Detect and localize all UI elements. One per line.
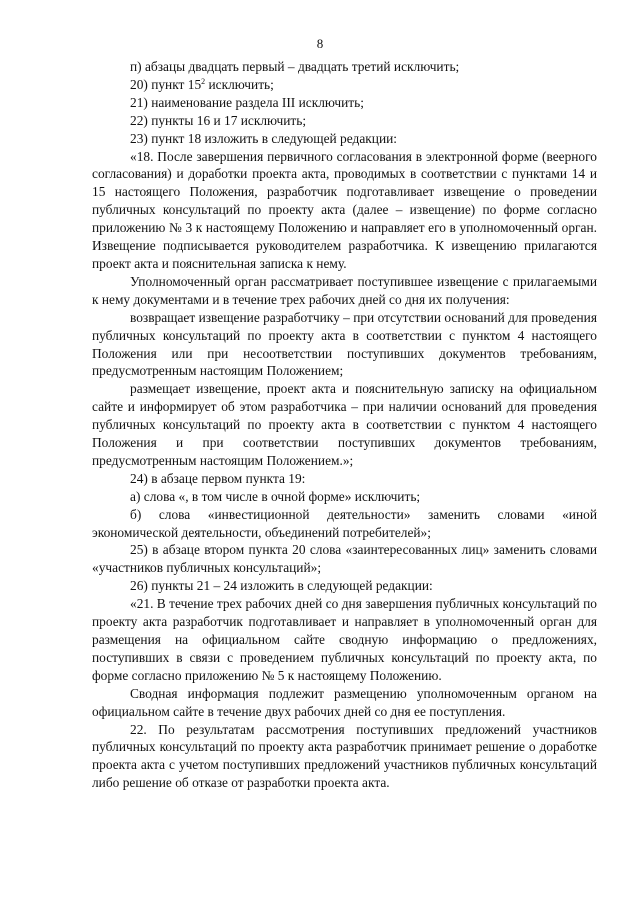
amendment-item-22: 22) пункты 16 и 17 исключить;	[130, 112, 307, 128]
amendment-item-26: 26) пункты 21 – 24 изложить в следующей редакции:	[130, 578, 433, 594]
amendment-item-p: п) абзацы двадцать первый – двадцать третий исключить;	[130, 59, 460, 74]
paragraph-summary-info: Сводная информация подлежит размещению уполномоченным органом на официальном сайте в течение двух рабочих дней со дня ее поступления.	[92, 685, 597, 719]
amendment-item-25: 25) в абзаце втором пункта 20 слова «заинтересованных лиц» заменить словами «участников публичных консультаций»;	[92, 542, 597, 576]
paragraph-22: 22. По результатам рассмотрения поступивших предложений участников публичных консультаций по проекту акта разработчик принимает решение о доработке проекта акта с учетом поступивших предложений участников публичных консультаций либо решение об отказе от разработки проекта акта.	[92, 721, 597, 791]
amendment-item-20	[92, 76, 597, 94]
paragraph-returns-notice: возвращает извещение разработчику – при отсутствии оснований для проведения публичных консультаций по проекту акта в соответствии с пунктом 4 настоящего Положения или при несоответствии поступивших документов требованиям, предусмотренным настоящим Положением;	[92, 309, 597, 379]
paragraph-places-notice: размещает извещение, проект акта и пояснительную записку на официальном сайте и информирует об этом разработчика – при наличии оснований для проведения публичных консультаций по проекту акта в соответствии с пунктом 4 настоящего Положения и при соответствии поступивших документов требованиям, предусмотренным настоящим Положением.»;	[92, 381, 597, 468]
page-number: 8	[316, 36, 324, 51]
amendment-item-24a: а) слова «, в том числе в очной форме» исключить;	[130, 488, 421, 504]
paragraph-authority-review: Уполномоченный орган рассматривает поступившее извещение с прилагаемыми к нему документами и в течение трех рабочих дней со дня их получения:	[92, 273, 597, 307]
item-20-text: 20) пункт 15	[130, 76, 202, 92]
paragraph-18: «18. После завершения первичного согласования в электронной форме (веерного согласования) и доработки проекта акта, проводимых в соответствии с пунктами 14 и 15 настоящего Положения, разработчик подготавливает извещение о проведении публичных консультаций по проекту акта (далее – извещение) по форме согласно приложению № 3 к настоящему Положению и направляет его в уполномоченный орган. Извещение подписывается руководителем разработчика. К извещению прилагаются проект акта и пояснительная записка к нему.	[92, 148, 597, 271]
document-body	[92, 58, 597, 792]
amendment-item-24: 24) в абзаце первом пункта 19:	[130, 470, 306, 486]
amendment-item-23: 23) пункт 18 изложить в следующей редакции:	[130, 130, 398, 146]
paragraph-21: «21. В течение трех рабочих дней со дня завершения публичных консультаций по проекту акта разработчик подготавливает и направляет в уполномоченный орган для размещения на официальном сайте сводную информацию о предложениях, поступивших в связи с проведением публичных консультаций по проекту акта, по форме согласно приложению № 5 к настоящему Положению.	[92, 596, 597, 683]
item-20-tail: исключить;	[205, 76, 274, 92]
item-20-superscript: 2	[201, 76, 206, 86]
amendment-item-24b: б) слова «инвестиционной деятельности» заменить словами «иной экономической деятельности, объединений потребителей»;	[92, 506, 597, 540]
amendment-item-21: 21) наименование раздела III исключить;	[130, 94, 364, 110]
